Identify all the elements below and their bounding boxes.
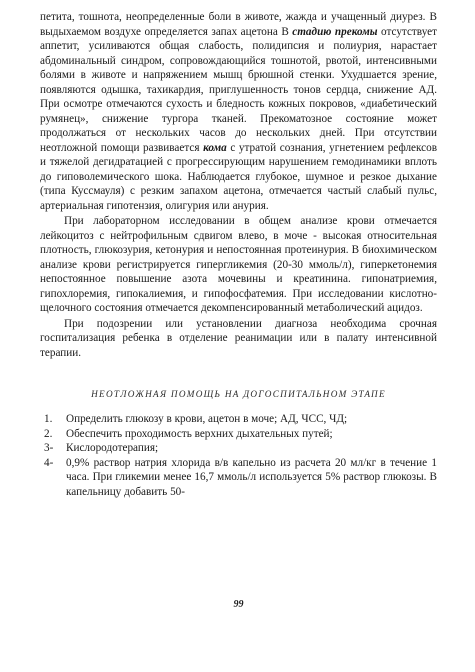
- page-number: 99: [233, 599, 244, 610]
- list-item-number: 2.: [44, 427, 53, 440]
- paragraph-symptoms: [40, 10, 437, 213]
- paragraph-symptoms-text-e: с утратой сознания, угнетением рефлексов и тяжелой дегидратацией с прогрессирующим нарушением гемодинамики вплоть до гиповолемического шока. Наблюдается глубокое, шумное и резкое дыхание (типа Куссмауля) с резким запахом ацетона, отмечается частый слабый пульс, артериальная гипотензия, олигурия или анурия.: [40, 141, 437, 212]
- list-item-text: Кислородотерапия;: [66, 442, 159, 454]
- list-item-number: 4-: [44, 456, 54, 469]
- list-item: [40, 412, 437, 427]
- term-precoma: стадию прекомы: [292, 25, 378, 38]
- term-coma: кома: [203, 141, 227, 154]
- paragraph-laboratory: При лабораторном исследовании в общем анализе крови отмечается лейкоцитоз с нейтрофильным сдвигом влево, в моче - высокая относительная плотность, глюкозурия, кетонурия и непостоянная протеинурия. В биохимическом анализе крови регистрируется гипергликемия (20-30 ммоль/л), гиперкетонемия непостоянное повышение азота мочевины и креатинина. гипонатриемия, гипохлоремия, гипокалиемия, и гипофосфатемия. При исследовании кислотно-щелочного состояния отмечается декомпенсированный метаболический ацидоз.: [40, 215, 437, 314]
- list-item: [40, 441, 437, 456]
- list-item-text: 0,9% раствор натрия хлорида в/в капельно из расчета 20 мл/кг в течение 1 часа. При гликемии менее 16,7 ммоль/л используется 5% раствор глюкозы. В капельницу добавить 50-: [66, 456, 437, 498]
- section-heading: НЕОТЛОЖНАЯ ПОМОЩЬ НА ДОГОСПИТАЛЬНОМ ЭТАПЕ: [91, 389, 386, 399]
- list-item-text: Определить глюкозу в крови, ацетон в моче; АД, ЧСС, ЧД;: [66, 413, 348, 425]
- paragraph-symptoms-text-a: петита, тошнота, неопределенные боли в животе, жажда и учащенный диурез. В выдыхаемом воздухе определяется запах ацетона В: [40, 11, 437, 38]
- paragraph-hospitalization: При подозрении или установлении диагноза необходима срочная госпитализация ребенка в отделение реанимации или в палату интенсивной терапии.: [40, 317, 437, 359]
- list-item: [40, 427, 437, 442]
- paragraph-symptoms-text-c: отсутствует аппетит, усиливаются общая слабость, полидипсия и полиурия, нарастает абдоминальный синдром, сопровождающийся тошнотой, рвотой, интенсивными болями в животе и напряжением мышц брюшной стенки. Ухудшается зрение, появляются одышка, тахикардия, приглушенность тонов сердца, снижение АД. При осмотре отмечаются сухость и бледность кожных покровов, «диабетический румянец», снижение тургора тканей. Прекоматозное состояние может продолжаться от нескольких часов до нескольких дней. При отсутствии неотложной помощи развивается: [40, 25, 437, 154]
- list-item-number: 1.: [44, 413, 53, 425]
- list-item-text: Обеспечить проходимость верхних дыхательных путей;: [66, 427, 333, 440]
- list-item-number: 3-: [44, 442, 54, 454]
- emergency-steps-list: [40, 412, 437, 499]
- list-item: [40, 456, 437, 500]
- document-page: [40, 10, 437, 660]
